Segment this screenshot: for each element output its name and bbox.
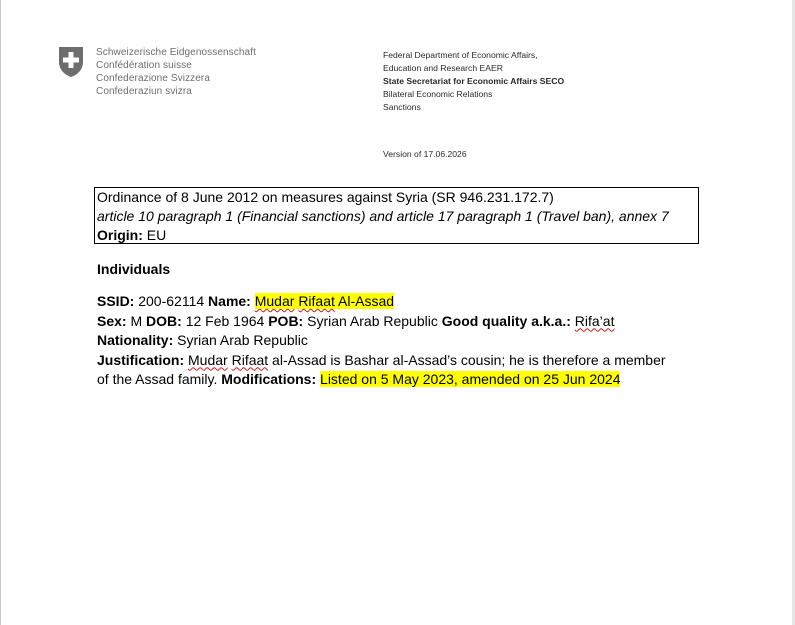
ordinance-title: Ordinance of 8 June 2012 on measures against Syria (SR 946.231.172.7)	[97, 189, 554, 205]
sex-label: Sex:	[97, 312, 127, 329]
name-label: Name:	[208, 293, 251, 309]
sex-value: M	[126, 312, 147, 329]
version-date: Version of 17.06.2026	[383, 149, 467, 159]
department-block	[383, 49, 564, 114]
department-line-1: Federal Department of Economic Affairs,	[383, 50, 538, 60]
secretariat-name: State Secretariat for Economic Affairs SECO	[383, 76, 565, 86]
individual-entry	[97, 292, 707, 390]
ssid-label: SSID:	[97, 293, 135, 309]
modifications-label: Modifications:	[221, 371, 317, 387]
dob-value: 12 Feb 1964	[181, 312, 269, 329]
justification-text: al-Assad is Bashar al-Assad’s cousin; he is therefore a member	[268, 351, 666, 368]
name-value	[255, 293, 394, 309]
department-line-2: Education and Research EAER	[383, 63, 503, 73]
confederation-name-fr: Confédération suisse	[96, 60, 192, 71]
section-heading: Individuals	[97, 261, 171, 277]
name-first: Mudar	[254, 293, 295, 309]
aka-value: Rifa’at	[574, 312, 615, 329]
dob-label: DOB:	[146, 312, 182, 329]
confederation-names	[96, 46, 256, 98]
entry-line-sex	[97, 312, 707, 332]
nationality-label: Nationality:	[97, 332, 174, 348]
confederation-name-it: Confederazione Svizzera	[96, 73, 211, 84]
swiss-coat-of-arms-icon	[57, 46, 85, 78]
ssid-value: 200-62114	[134, 293, 209, 309]
pob-value: Syrian Arab Republic	[303, 312, 442, 329]
entry-line-nationality	[97, 331, 707, 351]
modifications-value: Listed on 5 May 2023, amended on 25 Jun 2024	[320, 371, 621, 387]
name-middle: Rifaat	[298, 293, 335, 309]
name-last: Al-Assad	[338, 293, 395, 309]
pob-label: POB:	[268, 312, 304, 329]
entry-line-justification	[97, 351, 707, 371]
justification-text-cont: of the Assad family.	[97, 371, 222, 387]
justification-label: Justification:	[97, 351, 185, 368]
division-name: Bilateral Economic Relations	[383, 89, 493, 99]
origin-value: EU	[142, 227, 167, 243]
ordinance-articles: article 10 paragraph 1 (Financial sanctions) and article 17 paragraph 1 (Travel ban), annex 7	[97, 208, 669, 224]
justification-word-1: Mudar	[188, 351, 228, 368]
aka-label: Good quality a.k.a.:	[441, 312, 571, 329]
entry-line-ssid	[97, 292, 707, 312]
confederation-name-rm: Confederaziun svizra	[96, 86, 192, 97]
justification-word-2: Rifaat	[231, 351, 269, 368]
origin-label: Origin:	[97, 227, 143, 243]
ordinance-box	[94, 187, 699, 244]
nationality-value: Syrian Arab Republic	[173, 332, 308, 348]
entry-line-modifications	[97, 370, 707, 390]
confederation-name-de: Schweizerische Eidgenossenschaft	[96, 47, 256, 58]
unit-name: Sanctions	[383, 102, 421, 112]
ordinance-origin	[97, 226, 696, 245]
